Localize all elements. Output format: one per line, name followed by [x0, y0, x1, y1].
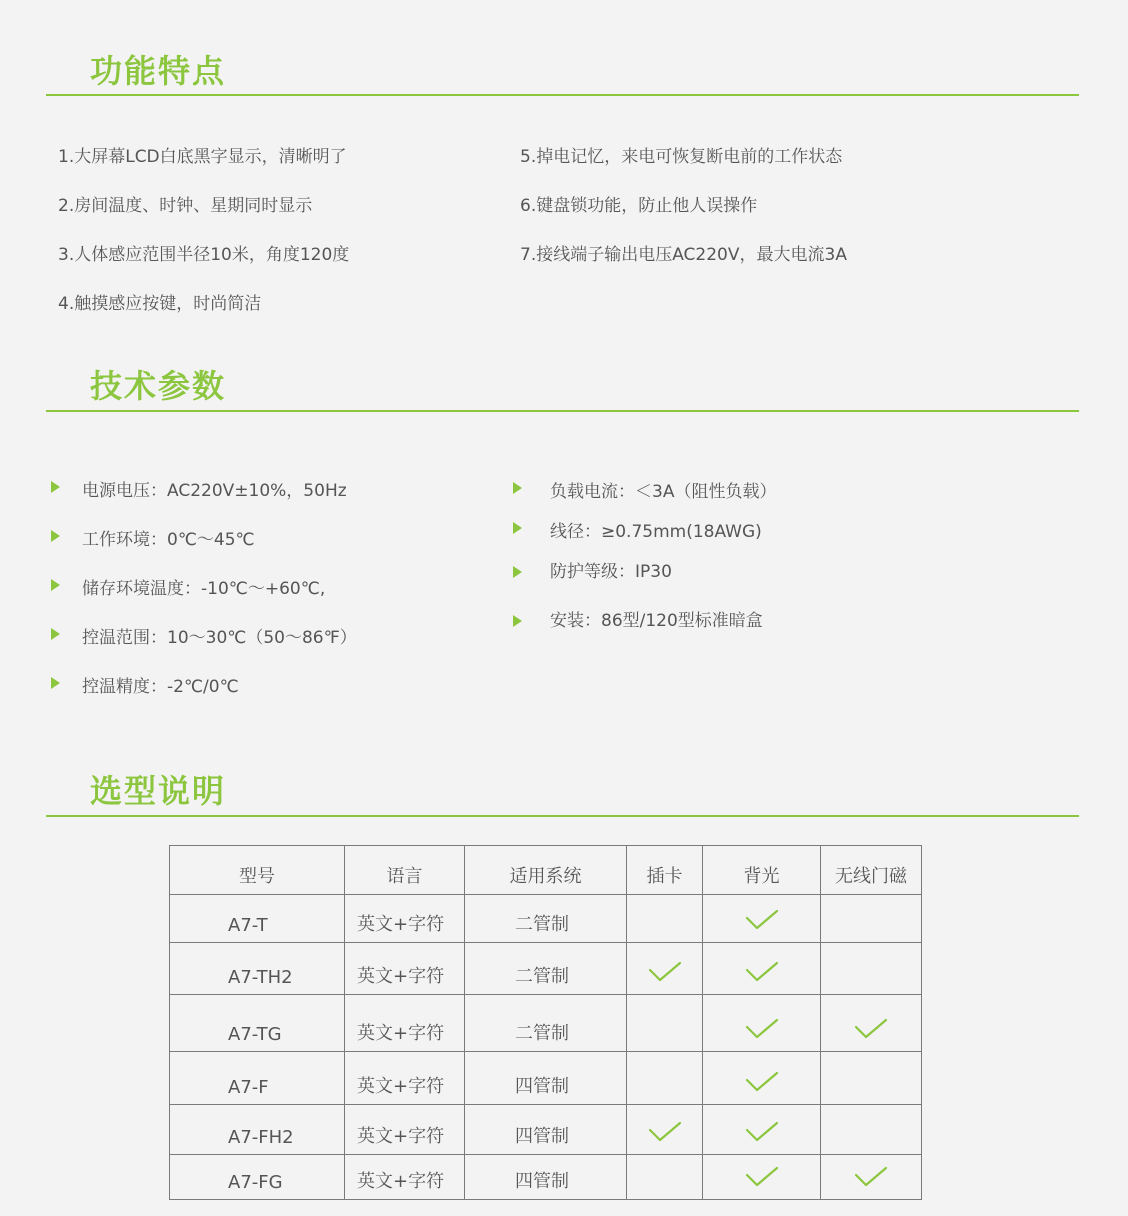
feature-item: 1.大屏幕LCD白底黑字显示，清晰明了	[58, 147, 347, 167]
triangle-bullet-icon	[51, 628, 60, 640]
spec-item: 储存环境温度：-10℃～+60℃,	[82, 579, 326, 599]
checkmark-icon	[854, 1018, 888, 1040]
model-cell: A7-F	[170, 1052, 345, 1105]
checkmark-icon	[745, 909, 779, 931]
system-cell: 二管制	[465, 943, 627, 995]
checkmark-icon	[745, 1018, 779, 1040]
checkmark-icon	[745, 961, 779, 983]
language-cell: 英文+字符	[345, 895, 465, 943]
card-cell	[627, 1105, 703, 1155]
system-cell: 四管制	[465, 1052, 627, 1105]
checkmark-icon	[648, 961, 682, 983]
model-cell: A7-FG	[170, 1155, 345, 1200]
model-cell: A7-FH2	[170, 1105, 345, 1155]
spec-item: 防护等级：IP30	[550, 562, 672, 582]
backlight-cell	[703, 995, 821, 1052]
feature-item: 3.人体感应范围半径10米，角度120度	[58, 245, 350, 265]
feature-item: 5.掉电记忆，来电可恢复断电前的工作状态	[520, 147, 843, 167]
features-divider	[46, 94, 1079, 96]
model-cell: A7-TG	[170, 995, 345, 1052]
door-sensor-cell	[821, 1052, 922, 1105]
triangle-bullet-icon	[51, 579, 60, 591]
backlight-cell	[703, 943, 821, 995]
spec-item: 工作环境：0℃～45℃	[82, 530, 255, 550]
model-cell: A7-T	[170, 895, 345, 943]
triangle-bullet-icon	[513, 615, 522, 627]
system-cell: 四管制	[465, 1105, 627, 1155]
spec-item: 控温范围：10～30℃（50～86℉）	[82, 628, 357, 648]
spec-item: 负载电流：＜3A（阻性负载）	[550, 482, 777, 502]
header-system: 适用系统	[465, 846, 627, 895]
system-cell: 四管制	[465, 1155, 627, 1200]
triangle-bullet-icon	[51, 530, 60, 542]
selection-table	[169, 845, 922, 1200]
checkmark-icon	[745, 1071, 779, 1093]
table-row	[170, 1052, 922, 1105]
spec-item: 线径：≥0.75mm(18AWG)	[550, 522, 762, 542]
language-cell: 英文+字符	[345, 1105, 465, 1155]
door-sensor-cell	[821, 943, 922, 995]
door-sensor-cell	[821, 1155, 922, 1200]
door-sensor-cell	[821, 995, 922, 1052]
triangle-bullet-icon	[51, 677, 60, 689]
spec-item: 安装：86型/120型标准暗盒	[550, 611, 763, 631]
checkmark-icon	[745, 1121, 779, 1143]
card-cell	[627, 895, 703, 943]
triangle-bullet-icon	[51, 481, 60, 493]
checkmark-icon	[854, 1166, 888, 1188]
checkmark-icon	[648, 1121, 682, 1143]
door-sensor-cell	[821, 895, 922, 943]
specs-divider	[46, 410, 1079, 412]
system-cell: 二管制	[465, 895, 627, 943]
header-model: 型号	[170, 846, 345, 895]
selection-title: 选型说明	[90, 772, 227, 810]
table-row	[170, 943, 922, 995]
system-cell: 二管制	[465, 995, 627, 1052]
card-cell	[627, 1155, 703, 1200]
card-cell	[627, 1052, 703, 1105]
spec-item: 控温精度：-2℃/0℃	[82, 677, 239, 697]
backlight-cell	[703, 1052, 821, 1105]
table-row	[170, 1155, 922, 1200]
selection-divider	[46, 815, 1079, 817]
language-cell: 英文+字符	[345, 1155, 465, 1200]
backlight-cell	[703, 1155, 821, 1200]
specs-title: 技术参数	[90, 367, 227, 405]
table-row	[170, 1105, 922, 1155]
card-cell	[627, 943, 703, 995]
feature-item: 2.房间温度、时钟、星期同时显示	[58, 196, 313, 216]
feature-item: 6.键盘锁功能，防止他人误操作	[520, 196, 758, 216]
header-language: 语言	[345, 846, 465, 895]
card-cell	[627, 995, 703, 1052]
backlight-cell	[703, 895, 821, 943]
checkmark-icon	[745, 1166, 779, 1188]
model-cell: A7-TH2	[170, 943, 345, 995]
language-cell: 英文+字符	[345, 943, 465, 995]
language-cell: 英文+字符	[345, 1052, 465, 1105]
language-cell: 英文+字符	[345, 995, 465, 1052]
triangle-bullet-icon	[513, 566, 522, 578]
header-backlight: 背光	[703, 846, 821, 895]
door-sensor-cell	[821, 1105, 922, 1155]
table-row	[170, 895, 922, 943]
features-title: 功能特点	[90, 52, 227, 90]
table-row	[170, 995, 922, 1052]
triangle-bullet-icon	[513, 522, 522, 534]
header-card: 插卡	[627, 846, 703, 895]
triangle-bullet-icon	[513, 482, 522, 494]
feature-item: 4.触摸感应按键，时尚简洁	[58, 294, 262, 314]
spec-item: 电源电压：AC220V±10%，50Hz	[82, 481, 347, 501]
table-header-row	[170, 846, 922, 895]
header-door-sensor: 无线门磁	[821, 846, 922, 895]
backlight-cell	[703, 1105, 821, 1155]
feature-item: 7.接线端子输出电压AC220V，最大电流3A	[520, 245, 847, 265]
